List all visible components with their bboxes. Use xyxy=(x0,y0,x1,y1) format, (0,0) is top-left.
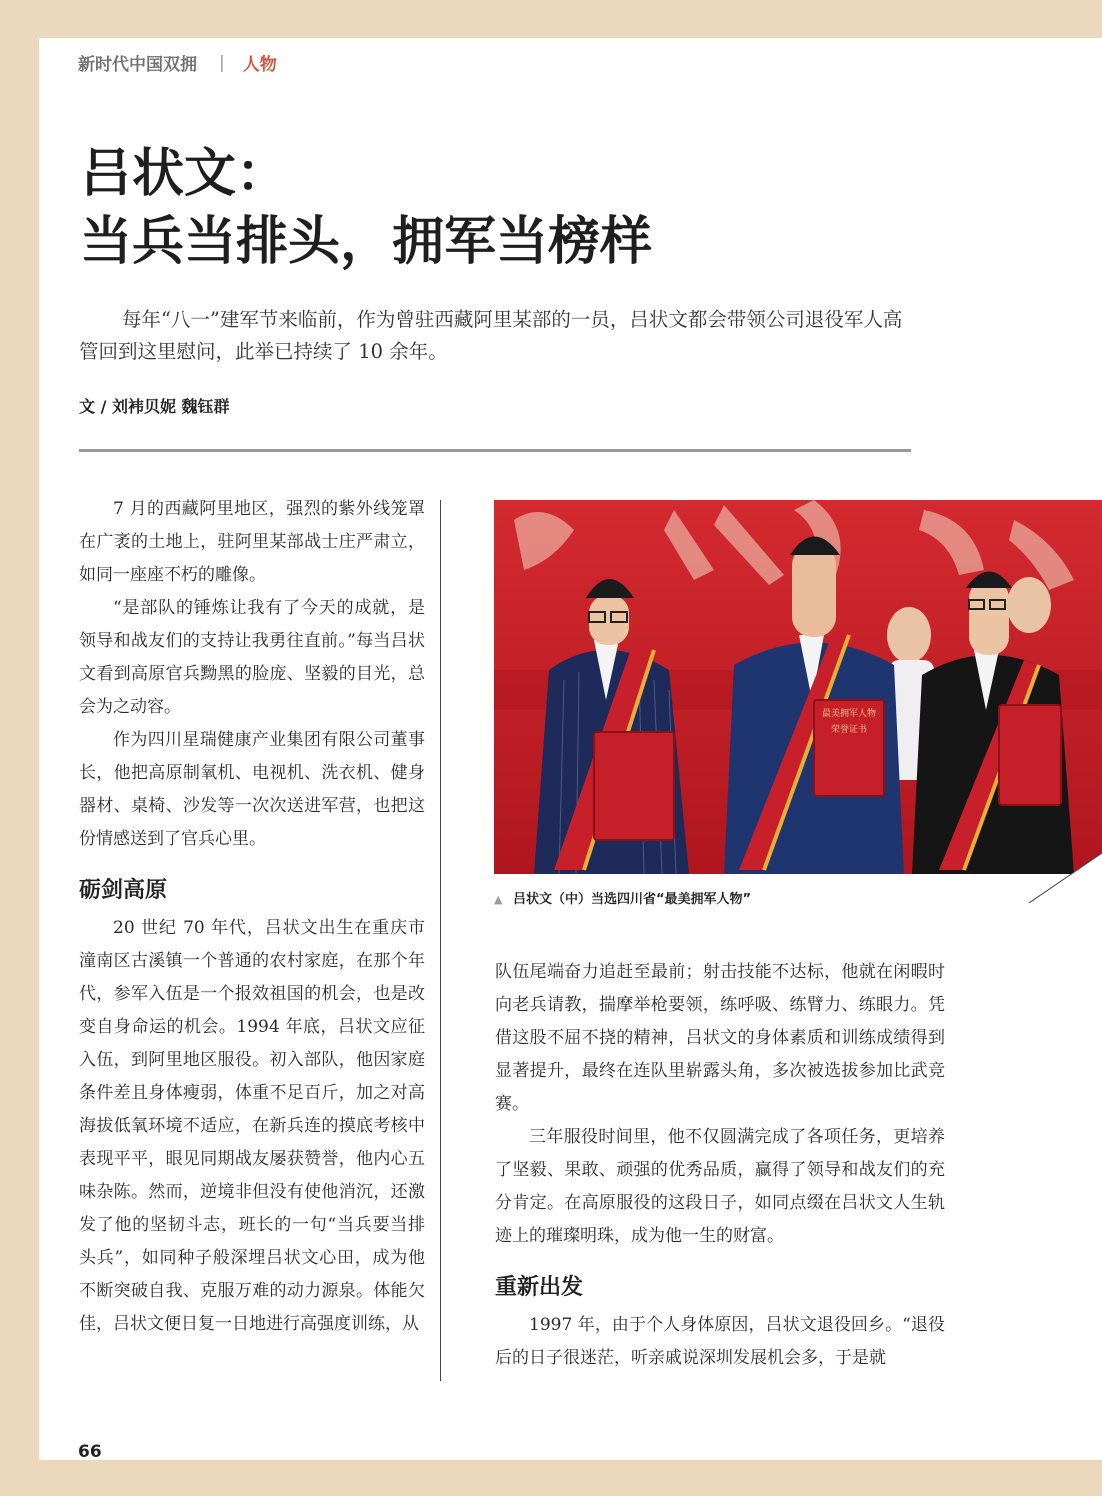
body-paragraph: 作为四川星瑞健康产业集团有限公司董事长，他把高原制氧机、电视机、洗衣机、健身器材、桌椅、沙发等一次次送进军营，也把这份情感送到了官兵心里。 xyxy=(79,730,425,849)
body-paragraph: 1997 年，由于个人身体原因，吕状文退役回乡。“退役后的日子很迷茫，听亲戚说深圳发展机会多，于是就 xyxy=(495,1315,945,1368)
article-lead: 每年“八一”建军节来临前，作为曾驻西藏阿里某部的一员，吕状文都会带领公司退役军人高管回到这里慰问，此举已持续了 10 余年。 xyxy=(79,308,903,363)
section-heading: 重新出发 xyxy=(495,1275,584,1300)
page-number: 66 xyxy=(78,1442,102,1462)
header-separator: | xyxy=(219,52,225,73)
right-column xyxy=(495,956,945,1375)
photo-caption xyxy=(494,888,751,907)
title-line-2: 当兵当排头，拥军当榜样 xyxy=(80,211,653,272)
page-header xyxy=(78,50,277,75)
caption-text: 吕状文（中）当选四川省“最美拥军人物” xyxy=(513,892,752,907)
body-paragraph: 7 月的西藏阿里地区，强烈的紫外线笼罩在广袤的土地上，驻阿里某部战士庄严肃立，如同一座座不朽的雕像。 xyxy=(79,499,425,585)
body-paragraph: “是部队的锤炼让我有了今天的成就，是领导和战友们的支持让我勇往直前。”每当吕状文看到高原官兵黝黑的脸庞、坚毅的目光，总会为之动容。 xyxy=(79,598,425,717)
title-divider xyxy=(79,449,911,452)
magazine-name: 新时代中国双拥 xyxy=(78,55,197,75)
body-paragraph: 三年服役时间里，他不仅圆满完成了各项任务，更培养了坚毅、果敢、顽强的优秀品质，赢得了领导和战友们的充分肯定。在高原服役的这段日子，如同点缀在吕状文人生轨迹上的璀璨明珠，成为他一生的财富。 xyxy=(495,1127,945,1246)
award-photo-illustration xyxy=(494,500,1102,874)
left-column xyxy=(79,493,425,1341)
photo-corner-decoration xyxy=(1029,853,1102,903)
body-paragraph: 20 世纪 70 年代，吕状文出生在重庆市潼南区古溪镇一个普通的农村家庭，在那个年代，参军入伍是一个报效祖国的机会，也是改变自身命运的机会。1994 年底，吕状文应征入伍，到阿里地区服役。初入部队，他因家庭条件差且身体瘦弱，体重不足百斤，加之对高海拔低氧环境不适应，在新兵连的摸底考核中表现平平，眼见同期战友屡获赞誉，他内心五味杂陈。然而，逆境非但没有使他消沉，还激发了他的坚韧斗志，班长的一句“当兵要当排头兵”，如同种子般深埋吕状文心田，成为他不断突破自我、克服万难的动力源泉。体能欠佳，吕状文便日复一日地进行高强度训练，从 xyxy=(79,918,425,1334)
certificate-title: 最美拥军人物 xyxy=(821,709,877,719)
title-line-1: 吕状文： xyxy=(80,143,289,204)
certificate-sub: 荣誉证书 xyxy=(830,725,868,735)
article-title xyxy=(80,140,652,276)
byline: 文 / 刘袆贝妮 魏钰群 xyxy=(79,397,230,416)
section-label: 人物 xyxy=(242,55,277,75)
magazine-page xyxy=(39,38,1102,1460)
section-heading: 砺剑高原 xyxy=(79,878,168,903)
body-paragraph: 队伍尾端奋力追赶至最前；射击技能不达标，他就在闲暇时向老兵请教，揣摩举枪要领，练呼吸、练臂力、练眼力。凭借这股不屈不挠的精神，吕状文的身体素质和训练成绩得到显著提升，最终在连队里崭露头角，多次被选拔参加比武竞赛。 xyxy=(495,962,945,1114)
award-photo xyxy=(494,500,1102,874)
caption-triangle-icon: ▲ xyxy=(494,893,503,906)
column-divider xyxy=(440,500,441,1381)
